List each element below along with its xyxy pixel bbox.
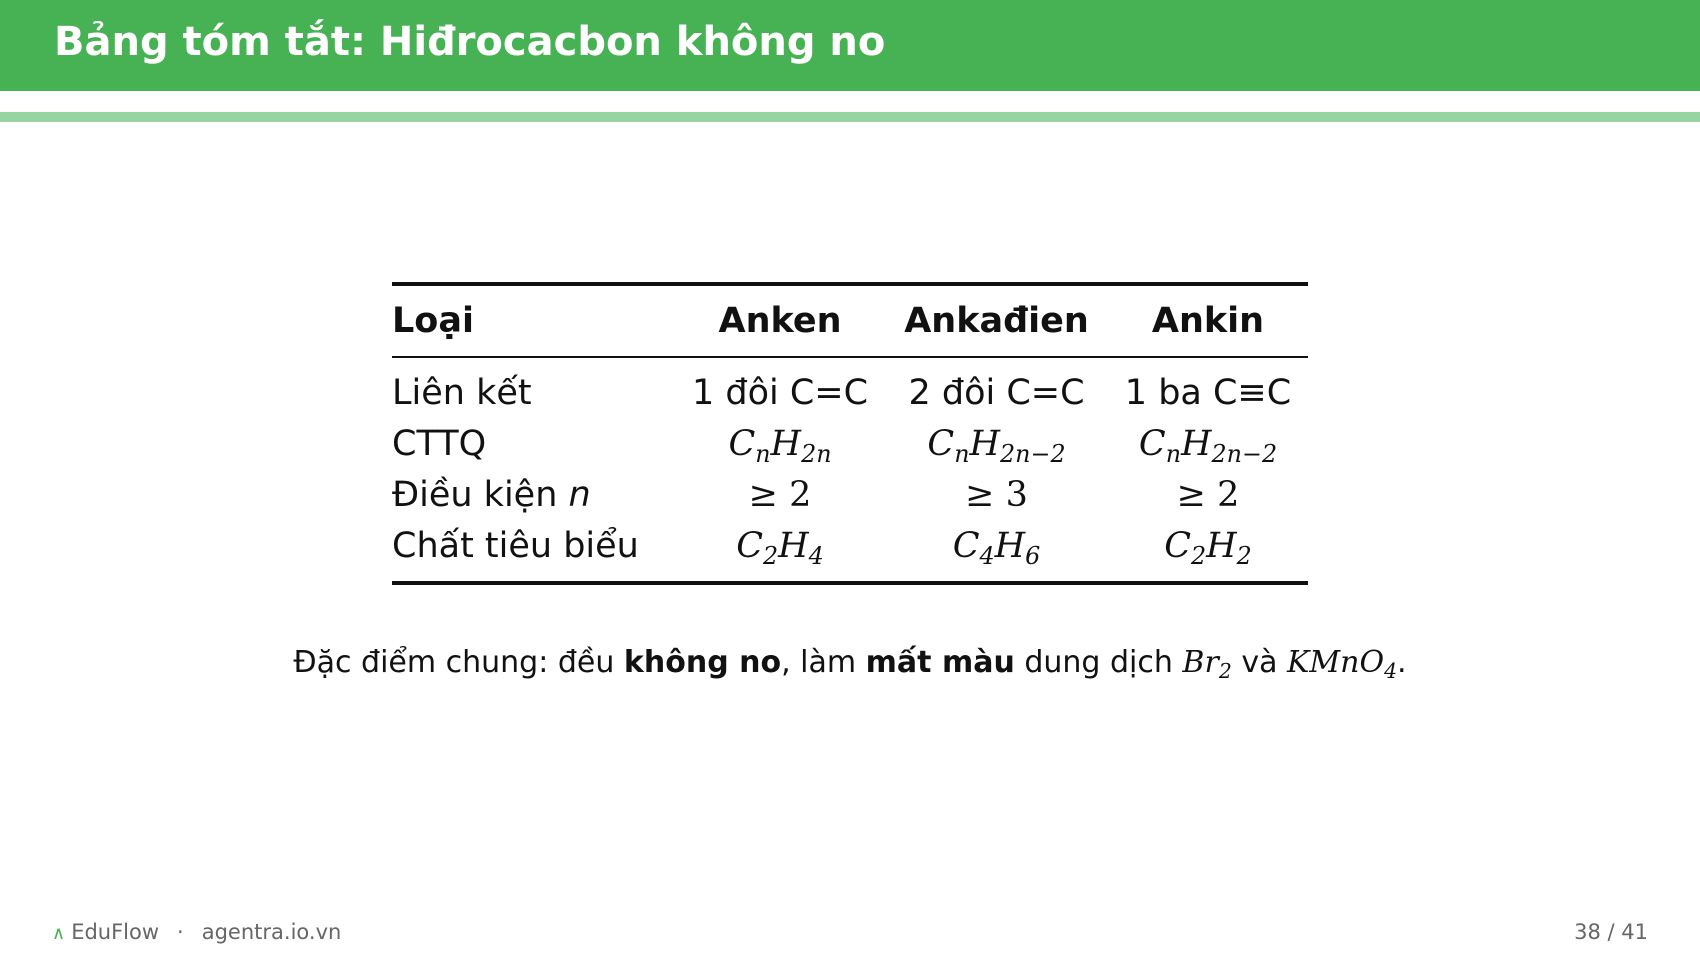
header-cell-ankin: Ankin	[1108, 284, 1308, 357]
common-feature-note	[0, 641, 1700, 685]
formula-base: Br	[1182, 645, 1219, 680]
table-cell: 1 ba C≡C	[1124, 372, 1292, 413]
formula-sub: 2n−2	[1000, 439, 1066, 468]
site-link[interactable]: agentra.io.vn	[201, 920, 342, 944]
formula-cell	[1108, 520, 1308, 583]
formula-cell	[885, 418, 1108, 469]
formula-sub: 2n	[801, 439, 832, 468]
formula-base: KMnO	[1287, 645, 1385, 680]
formula-base: H	[1206, 525, 1237, 566]
note-text: .	[1397, 645, 1407, 680]
formula-sub: 2	[1218, 659, 1232, 684]
header-cell-anken: Anken	[675, 284, 885, 357]
row-label: CTTQ	[392, 423, 487, 464]
footer-separator: ·	[177, 920, 184, 944]
table-cell: 1 đôi C=C	[691, 372, 869, 413]
header-cell-ankadien: Ankađien	[885, 284, 1108, 357]
permanganate-formula	[1287, 645, 1398, 684]
formula-base: C	[1138, 423, 1166, 464]
formula-sub: n	[954, 439, 970, 468]
brand-name: EduFlow	[71, 920, 160, 944]
note-bold: không no	[623, 645, 782, 680]
formula-base: C	[952, 525, 980, 566]
formula-cell	[675, 418, 885, 469]
title-bar	[0, 0, 1700, 91]
table-row-condition	[392, 469, 1308, 520]
table-row-bond	[392, 357, 1308, 418]
page-number	[1574, 918, 1648, 946]
page-sep: /	[1607, 920, 1615, 944]
row-label: Liên kết	[392, 372, 532, 413]
table-cell: ≥ 2	[1176, 474, 1240, 515]
formula-base: C	[736, 525, 763, 566]
formula-sub: 2	[1236, 541, 1252, 570]
formula-sub: 2n−2	[1211, 439, 1278, 468]
table-cell: ≥ 3	[965, 474, 1028, 515]
page-total: 41	[1621, 920, 1648, 944]
formula-cell	[675, 520, 885, 583]
formula-cell	[885, 520, 1108, 583]
summary-table	[392, 282, 1308, 585]
formula-sub: 4	[979, 541, 995, 570]
formula-sub: 4	[1384, 659, 1398, 684]
formula-base: C	[1164, 525, 1191, 566]
row-label-variable: n	[568, 474, 591, 515]
page-current: 38	[1574, 920, 1601, 944]
table-cell: 2 đôi C=C	[908, 372, 1085, 413]
formula-base: C	[927, 423, 955, 464]
slide-title: Bảng tóm tắt: Hiđrocacbon không no	[54, 19, 886, 65]
table-row-example	[392, 520, 1308, 583]
note-bold: mất màu	[865, 645, 1015, 680]
formula-sub: 6	[1025, 541, 1041, 570]
bromine-formula	[1182, 645, 1232, 684]
formula-base: H	[969, 423, 1001, 464]
formula-base: H	[994, 525, 1026, 566]
header-cell-type: Loại	[392, 284, 675, 357]
formula-base: H	[778, 525, 809, 566]
title-rule	[0, 112, 1700, 122]
note-text: , làm	[781, 645, 866, 680]
row-label: Chất tiêu biểu	[392, 525, 639, 566]
footer-branding	[52, 918, 341, 948]
table-row-general-formula	[392, 418, 1308, 469]
formula-sub: 4	[808, 541, 824, 570]
note-text: dung dịch	[1014, 645, 1183, 680]
formula-sub: n	[1165, 439, 1182, 468]
caret-up-icon: ∧	[52, 923, 66, 944]
formula-base: H	[1181, 423, 1212, 464]
row-label	[392, 469, 675, 520]
formula-cell	[1108, 418, 1308, 469]
formula-base: H	[770, 423, 802, 464]
table-cell: ≥ 2	[748, 474, 812, 515]
note-text: và	[1231, 645, 1288, 680]
row-label-text: Điều kiện	[392, 474, 558, 515]
formula-sub: 2	[1190, 541, 1207, 570]
table-header-row	[392, 284, 1308, 357]
formula-base: C	[728, 423, 756, 464]
formula-sub: n	[755, 439, 771, 468]
note-text: Đặc điểm chung: đều	[293, 645, 624, 680]
formula-sub: 2	[762, 541, 779, 570]
